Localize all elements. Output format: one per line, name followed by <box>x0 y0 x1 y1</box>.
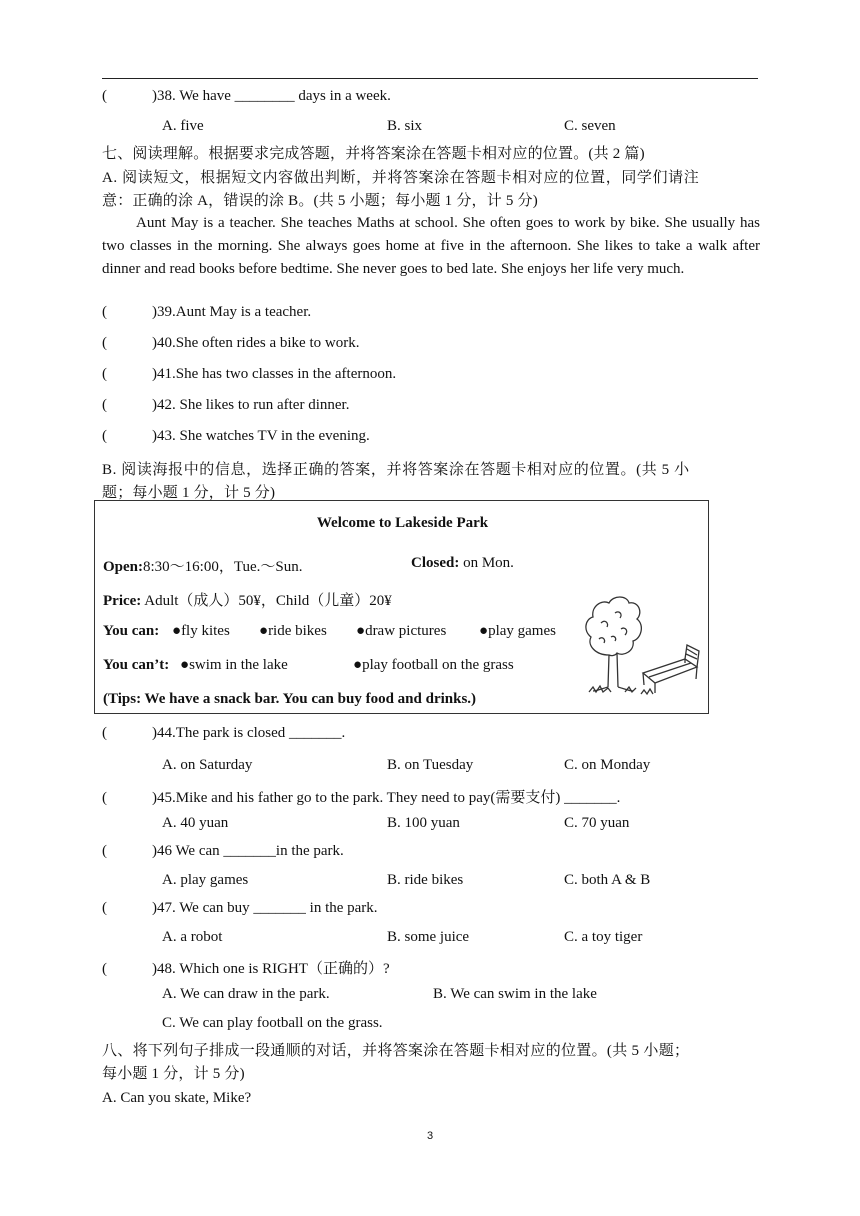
bench-seat <box>643 659 697 683</box>
judgment-40 <box>102 335 359 352</box>
q45-option-a: A. 40 yuan <box>162 815 229 831</box>
judgment-41 <box>102 366 396 383</box>
answer-paren: ( <box>102 88 107 104</box>
open-label: Open: <box>103 559 144 575</box>
q46-option-a: A. play games <box>162 872 249 888</box>
q45-option-c: C. 70 yuan <box>564 815 630 831</box>
answer-paren: ( <box>102 725 107 741</box>
part-b-instruction-line2: 题；每小题 1 分，计 5 分) <box>102 485 276 501</box>
page-number: 3 <box>426 1130 434 1142</box>
answer-paren: ( <box>102 961 107 977</box>
section-8-heading-line2: 每小题 1 分，计 5 分) <box>102 1066 245 1082</box>
q47-option-a: A. a robot <box>162 929 223 945</box>
closed-label: Closed: <box>411 555 460 571</box>
answer-paren: ( <box>102 304 107 320</box>
cant-item: ●swim in the lake <box>180 657 288 673</box>
judgment-43 <box>102 428 370 445</box>
q38-option-b: B. six <box>387 118 423 134</box>
can-item: ●play games <box>479 623 556 639</box>
question-text: )44.The park is closed _______. <box>152 725 346 741</box>
judgment-text: )43. She watches TV in the evening. <box>152 428 370 444</box>
answer-paren: ( <box>102 900 107 916</box>
q47-option-c: C. a toy tiger <box>564 929 643 945</box>
q48-option-b: B. We can swim in the lake <box>433 986 597 1002</box>
reading-passage <box>102 212 760 280</box>
judgment-42 <box>102 397 349 414</box>
tree-leaves <box>599 612 627 643</box>
q46-option-c: C. both A & B <box>564 872 651 888</box>
question-45 <box>102 786 620 807</box>
park-poster <box>94 500 709 714</box>
q47-option-b: B. some juice <box>387 929 470 945</box>
section-8-heading-line1: 八、将下列句子排成一段通顺的对话，并将答案涂在答题卡相对应的位置。(共 5 小题； <box>102 1043 690 1059</box>
closed-value: on Mon. <box>459 555 514 571</box>
q45-option-b: B. 100 yuan <box>387 815 460 831</box>
cant-label: You can’t: <box>103 657 170 673</box>
tree-trunk <box>593 653 633 691</box>
passage-text: Aunt May is a teacher. She teaches Maths at school. She often goes to work by bike. She usually has two classes in the morning. She always goes home at five in the afternoon. She likes to take a walk after dinner and read books before bedtime. She never goes to bed late. She enjoys her life very much. <box>102 215 760 277</box>
question-text: )46 We can _______in the park. <box>152 843 344 859</box>
can-item: ●ride bikes <box>259 623 327 639</box>
part-b-instruction-line1: B. 阅读海报中的信息，选择正确的答案，并将答案涂在答题卡相对应的位置。(共 5 小 <box>102 462 690 478</box>
q38-option-c: C. seven <box>564 118 616 134</box>
q44-option-c: C. on Monday <box>564 757 651 773</box>
poster-title: Welcome to Lakeside Park <box>316 515 489 531</box>
price <box>103 589 392 610</box>
part-a-instruction-line2: 意：正确的涂 A，错误的涂 B。(共 5 小题；每小题 1 分，计 5 分) <box>102 193 538 209</box>
answer-paren: ( <box>102 843 107 859</box>
open-value: 8:30～16:00，Tue.～Sun. <box>143 559 303 575</box>
q46-option-b: B. ride bikes <box>387 872 464 888</box>
answer-paren: ( <box>102 397 107 413</box>
answer-paren: ( <box>102 366 107 382</box>
question-text: )45.Mike and his father go to the park. They need to pay(需要支付) _______. <box>152 790 621 806</box>
dialogue-sentence-a: A. Can you skate, Mike? <box>102 1090 252 1106</box>
q48-option-c: C. We can play football on the grass. <box>162 1015 383 1031</box>
q44-option-a: A. on Saturday <box>162 757 253 773</box>
price-label: Price: <box>103 593 142 609</box>
top-rule <box>102 78 758 79</box>
judgment-text: )39.Aunt May is a teacher. <box>152 304 312 320</box>
closed-day <box>411 555 514 572</box>
question-48 <box>102 957 390 978</box>
answer-paren: ( <box>102 428 107 444</box>
question-text: )38. We have ________ days in a week. <box>152 88 391 104</box>
question-44 <box>102 725 345 742</box>
tree-bench-illustration <box>581 593 703 701</box>
answer-paren: ( <box>102 335 107 351</box>
price-value: Adult（成人）50¥，Child（儿童）20¥ <box>141 593 392 609</box>
can-item: ●fly kites <box>172 623 230 639</box>
question-text: )48. Which one is RIGHT（正确的）? <box>152 961 390 977</box>
question-47 <box>102 900 378 917</box>
question-46 <box>102 843 344 860</box>
judgment-text: )40.She often rides a bike to work. <box>152 335 360 351</box>
section-7-heading: 七、阅读理解。根据要求完成答题，并将答案涂在答题卡相对应的位置。(共 2 篇) <box>102 146 645 162</box>
q38-option-a: A. five <box>162 118 204 134</box>
cant-item: ●play football on the grass <box>353 657 514 673</box>
judgment-text: )41.She has two classes in the afternoon. <box>152 366 397 382</box>
judgment-39 <box>102 304 311 321</box>
q48-option-a: A. We can draw in the park. <box>162 986 330 1002</box>
q44-option-b: B. on Tuesday <box>387 757 474 773</box>
question-38 <box>102 88 391 105</box>
question-text: )47. We can buy _______ in the park. <box>152 900 378 916</box>
can-label: You can: <box>103 623 160 639</box>
bench-grass <box>641 689 653 694</box>
open-hours <box>103 555 303 576</box>
answer-paren: ( <box>102 790 107 806</box>
poster-tips: (Tips: We have a snack bar. You can buy food and drinks.) <box>103 691 477 707</box>
can-item: ●draw pictures <box>356 623 447 639</box>
part-a-instruction-line1: A. 阅读短文，根据短文内容做出判断，并将答案涂在答题卡相对应的位置，同学们请注 <box>102 170 700 186</box>
grass <box>589 686 636 692</box>
tree-crown <box>586 597 641 656</box>
judgment-text: )42. She likes to run after dinner. <box>152 397 350 413</box>
